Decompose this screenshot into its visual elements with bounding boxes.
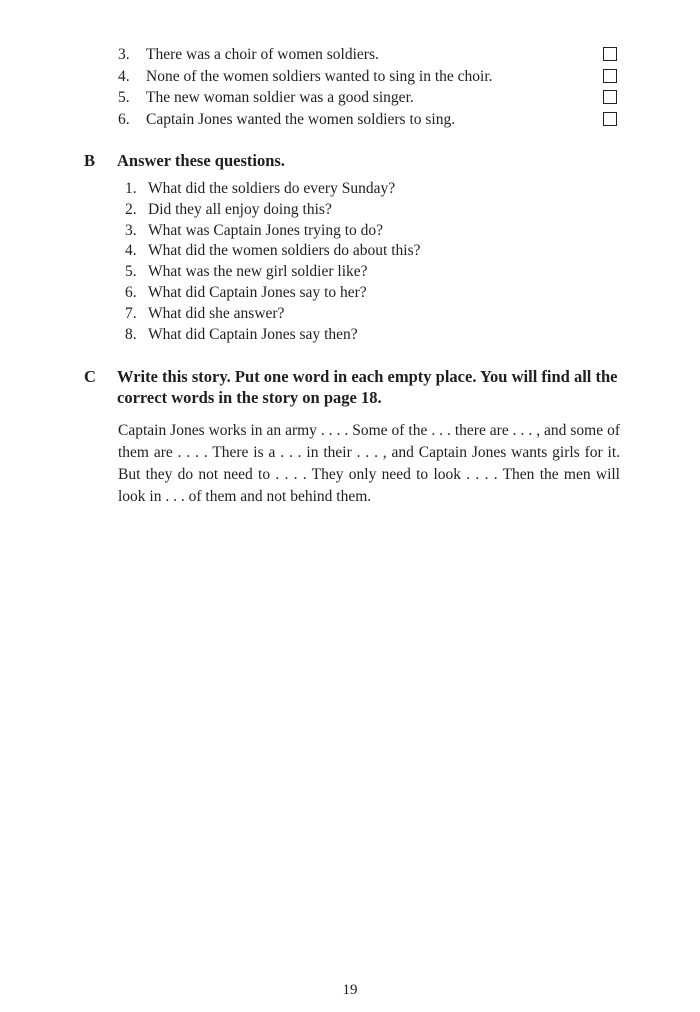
statement-item <box>118 44 628 66</box>
question-number: 2. <box>125 200 137 218</box>
question-item <box>125 241 421 262</box>
statement-item <box>118 66 628 88</box>
statement-text: Captain Jones wanted the women soldiers to sing. <box>146 110 456 128</box>
statement-item <box>118 109 628 131</box>
section-c-title: Write this story. Put one word in each empty place. You will find all the correct words in the story on page 18. <box>117 367 618 407</box>
question-item <box>125 283 421 304</box>
question-item <box>125 179 421 200</box>
question-number: 3. <box>125 221 137 239</box>
question-item <box>125 262 421 283</box>
statement-list <box>118 44 628 130</box>
section-b-letter: B <box>84 151 96 170</box>
cloze-story-paragraph: Captain Jones works in an army . . . . Some of the . . . there are . . . , and some of them are . . . . There is a . . . in their . . . , and Captain Jones wants girls for it. But they do not need to . . . . They only need to look . . . . Then the men will look in . . . of them and not behind them. <box>118 422 620 505</box>
question-text: What did she answer? <box>148 304 285 322</box>
statement-number: 6. <box>118 110 130 128</box>
answer-checkbox[interactable] <box>603 47 617 61</box>
question-number: 8. <box>125 325 137 343</box>
question-text: What did Captain Jones say then? <box>148 325 358 343</box>
statement-number: 5. <box>118 89 130 106</box>
section-b-title: Answer these questions. <box>117 151 285 170</box>
question-text: Did they all enjoy doing this? <box>148 200 332 218</box>
question-item <box>125 304 421 325</box>
statement-number: 3. <box>118 46 130 63</box>
answer-checkbox[interactable] <box>603 69 617 83</box>
statement-item <box>118 87 628 109</box>
question-list <box>125 179 421 345</box>
question-number: 5. <box>125 263 137 281</box>
question-item <box>125 200 421 221</box>
statement-number: 4. <box>118 67 130 85</box>
question-item <box>125 221 421 242</box>
question-text: What did the soldiers do every Sunday? <box>148 180 396 197</box>
statement-text: There was a choir of women soldiers. <box>146 46 379 63</box>
question-number: 4. <box>125 242 137 260</box>
question-text: What was the new girl soldier like? <box>148 263 368 281</box>
question-text: What did Captain Jones say to her? <box>148 283 367 301</box>
question-number: 6. <box>125 283 137 301</box>
statement-text: The new woman soldier was a good singer. <box>146 89 414 106</box>
answer-checkbox[interactable] <box>603 90 617 104</box>
question-item <box>125 325 421 346</box>
statement-text: None of the women soldiers wanted to sing in the choir. <box>146 67 493 85</box>
question-number: 1. <box>125 180 137 197</box>
question-text: What was Captain Jones trying to do? <box>148 221 384 239</box>
page-number: 19 <box>342 982 358 998</box>
answer-checkbox[interactable] <box>603 112 617 126</box>
question-number: 7. <box>125 304 137 322</box>
question-text: What did the women soldiers do about this? <box>148 242 421 260</box>
section-c-letter: C <box>84 367 96 386</box>
